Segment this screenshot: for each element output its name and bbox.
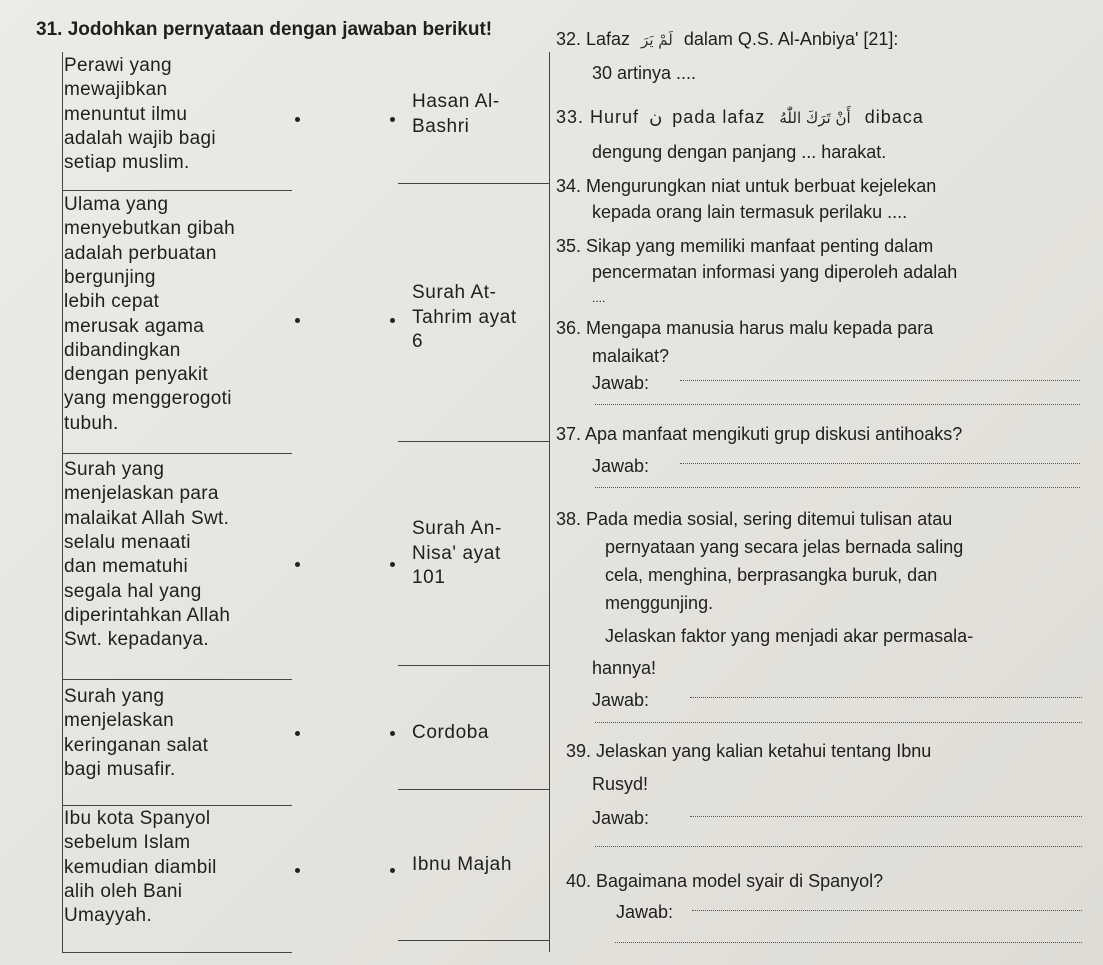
- q34-line2: kepada orang lain termasuk perilaku ....: [592, 202, 908, 222]
- q31-left-statement-4-line: Surah yang: [64, 686, 165, 707]
- q38-line5: Jelaskan faktor yang menjadi akar permasala-: [605, 626, 974, 646]
- right-divider-3: [398, 665, 550, 666]
- q40-jawab-label: Jawab:: [616, 902, 674, 922]
- q31-right-answer-3-line: 101: [412, 567, 446, 588]
- q33-pre: 33. Huruf: [556, 107, 640, 127]
- q32-pre: 32. Lafaz: [556, 29, 631, 49]
- match-dot-left-3[interactable]: [295, 562, 300, 567]
- q33-letter: ن: [649, 107, 663, 129]
- left-divider-4: [62, 805, 292, 806]
- q31-right-answer-3-line: Surah An-: [412, 518, 502, 539]
- right-box-bottom: [398, 940, 550, 941]
- q36-answer-line-2[interactable]: [595, 404, 1080, 405]
- q31-right-answer-4-line: Cordoba: [412, 722, 490, 743]
- q31-right-answer-1-line: Bashri: [412, 115, 470, 137]
- q31-left-statement-2-line: dengan penyakit: [64, 364, 208, 386]
- q37-jawab-label: Jawab:: [592, 456, 650, 476]
- q31-right-answer-2-line: 6: [412, 331, 424, 352]
- q31-left-statement-1-line: mewajibkan: [64, 79, 168, 101]
- q39-line2: Rusyd!: [592, 774, 649, 794]
- match-dot-right-2[interactable]: [390, 318, 395, 323]
- q32-line2: 30 artinya ....: [592, 63, 697, 83]
- q31-left-statement-5-line: sebelum Islam: [64, 832, 191, 854]
- left-box-bottom: [62, 952, 292, 953]
- match-dot-left-5[interactable]: [295, 868, 300, 873]
- q31-left-statement-3-line: segala hal yang: [64, 580, 202, 602]
- q31-left-statement-2-line: merusak agama: [64, 315, 205, 337]
- left-divider-3: [62, 679, 292, 680]
- q31-right-answer-5-line: Ibnu Majah: [412, 854, 513, 875]
- q38-answer-line-1[interactable]: [690, 697, 1082, 698]
- q31-left-statement-3-line: Surah yang: [64, 459, 165, 480]
- q31-title: 31. Jodohkan pernyataan dengan jawaban berikut!: [36, 19, 493, 40]
- q35-line3: ....: [592, 291, 606, 305]
- q31-left-statement-2-line: tubuh.: [64, 412, 119, 434]
- q33-line1: [556, 105, 924, 130]
- left-divider-2: [62, 453, 292, 454]
- q36-line1: 36. Mengapa manusia harus malu kepada para: [556, 318, 934, 338]
- q37-line1: 37. Apa manfaat mengikuti grup diskusi antihoaks?: [556, 424, 963, 444]
- q33-phrase: أَنْ تَرَكَ اللّٰهُ: [779, 109, 851, 128]
- left-box-border: [62, 52, 63, 952]
- q38-answer-line-2[interactable]: [595, 722, 1082, 723]
- q37-answer-line-1[interactable]: [680, 463, 1080, 464]
- q32-post: dalam Q.S. Al-Anbiya' [21]:: [683, 29, 899, 49]
- q31-right-answer-3-line: Nisa' ayat: [412, 542, 501, 564]
- q31-right-answer-2-line: Tahrim ayat: [412, 306, 517, 328]
- match-dot-right-3[interactable]: [390, 562, 395, 567]
- match-dot-left-4[interactable]: [295, 731, 300, 736]
- q32-line1: [556, 27, 898, 52]
- q36-jawab-label: Jawab:: [592, 373, 650, 393]
- match-dot-right-4[interactable]: [390, 731, 395, 736]
- right-divider-4: [398, 789, 550, 790]
- q36-line2: malaikat?: [592, 346, 670, 366]
- q33-mid: pada lafaz: [672, 107, 766, 127]
- q38-line6: hannya!: [592, 658, 657, 678]
- q39-answer-line-1[interactable]: [690, 816, 1082, 817]
- q35-line1: 35. Sikap yang memiliki manfaat penting dalam: [556, 236, 934, 256]
- q39-answer-line-2[interactable]: [595, 846, 1082, 847]
- q38-line3: cela, menghina, berprasangka buruk, dan: [605, 565, 938, 585]
- match-dot-right-5[interactable]: [390, 868, 395, 873]
- q33-line2: dengung dengan panjang ... harakat.: [592, 142, 887, 162]
- q38-line1: 38. Pada media sosial, sering ditemui tulisan atau: [556, 509, 953, 529]
- q37-answer-line-2[interactable]: [595, 487, 1080, 488]
- q31-left-statement-5-line: kemudian diambil: [64, 856, 217, 878]
- q31-left-statement-3-line: diperintahkan Allah: [64, 604, 231, 626]
- q31-left-statement-4-line: keringanan salat: [64, 734, 209, 756]
- match-dot-left-1[interactable]: [295, 117, 300, 122]
- q32-arabic-word: لَمْ يَرَ: [641, 31, 673, 50]
- q31-left-statement-2-line: Ulama yang: [64, 194, 169, 215]
- q31-left-statement-2-line: adalah perbuatan: [64, 242, 217, 264]
- q31-left-statement-1-line: Perawi yang: [64, 55, 172, 76]
- q31-left-statement-3-line: menjelaskan para: [64, 483, 219, 505]
- q34-line1: 34. Mengurungkan niat untuk berbuat kejelekan: [556, 176, 937, 196]
- q35-line2: pencermatan informasi yang diperoleh adalah: [592, 262, 958, 282]
- q31-left-statement-3-line: selalu menaati: [64, 531, 191, 553]
- q31-left-statement-1-line: setiap muslim.: [64, 152, 190, 174]
- q40-answer-line-2[interactable]: [615, 942, 1082, 943]
- q39-jawab-label: Jawab:: [592, 808, 650, 828]
- q31-left-statement-2-line: lebih cepat: [64, 291, 160, 313]
- q38-line4: menggunjing.: [605, 593, 714, 613]
- q31-left-statement-4-line: menjelaskan: [64, 710, 174, 732]
- q33-post: dibaca: [864, 107, 924, 127]
- q31-left-statement-1-line: menuntut ilmu: [64, 103, 188, 125]
- q40-line1: 40. Bagaimana model syair di Spanyol?: [566, 871, 884, 891]
- right-box-border: [549, 52, 550, 952]
- right-divider-1: [398, 183, 550, 184]
- match-dot-left-2[interactable]: [295, 318, 300, 323]
- q31-left-statement-2-line: dibandingkan: [64, 339, 181, 361]
- right-divider-2: [398, 441, 550, 442]
- q31-right-answer-2-line: Surah At-: [412, 282, 497, 303]
- q31-left-statement-2-line: menyebutkan gibah: [64, 218, 235, 240]
- q31-left-statement-5-line: Ibu kota Spanyol: [64, 808, 211, 829]
- q31-left-statement-3-line: Swt. kepadanya.: [64, 629, 209, 651]
- q39-line1: 39. Jelaskan yang kalian ketahui tentang Ibnu: [566, 741, 932, 761]
- q31-left-statement-2-line: bergunjing: [64, 266, 156, 288]
- q36-answer-line-1[interactable]: [680, 380, 1080, 381]
- q38-jawab-label: Jawab:: [592, 690, 650, 710]
- q31-left-statement-2-line: yang menggerogoti: [64, 388, 232, 410]
- match-dot-right-1[interactable]: [390, 117, 395, 122]
- q40-answer-line-1[interactable]: [692, 910, 1082, 911]
- q31-left-statement-1-line: adalah wajib bagi: [64, 127, 216, 149]
- q31-left-statement-3-line: malaikat Allah Swt.: [64, 507, 230, 529]
- q38-line2: pernyataan yang secara jelas bernada saling: [605, 537, 964, 557]
- q31-left-statement-5-line: Umayyah.: [64, 905, 152, 927]
- q31-left-statement-4-line: bagi musafir.: [64, 758, 176, 780]
- q31-left-statement-5-line: alih oleh Bani: [64, 880, 183, 902]
- q31-left-statement-3-line: dan mematuhi: [64, 556, 189, 578]
- left-divider-1: [62, 190, 292, 191]
- q31-right-answer-1-line: Hasan Al-: [412, 91, 500, 112]
